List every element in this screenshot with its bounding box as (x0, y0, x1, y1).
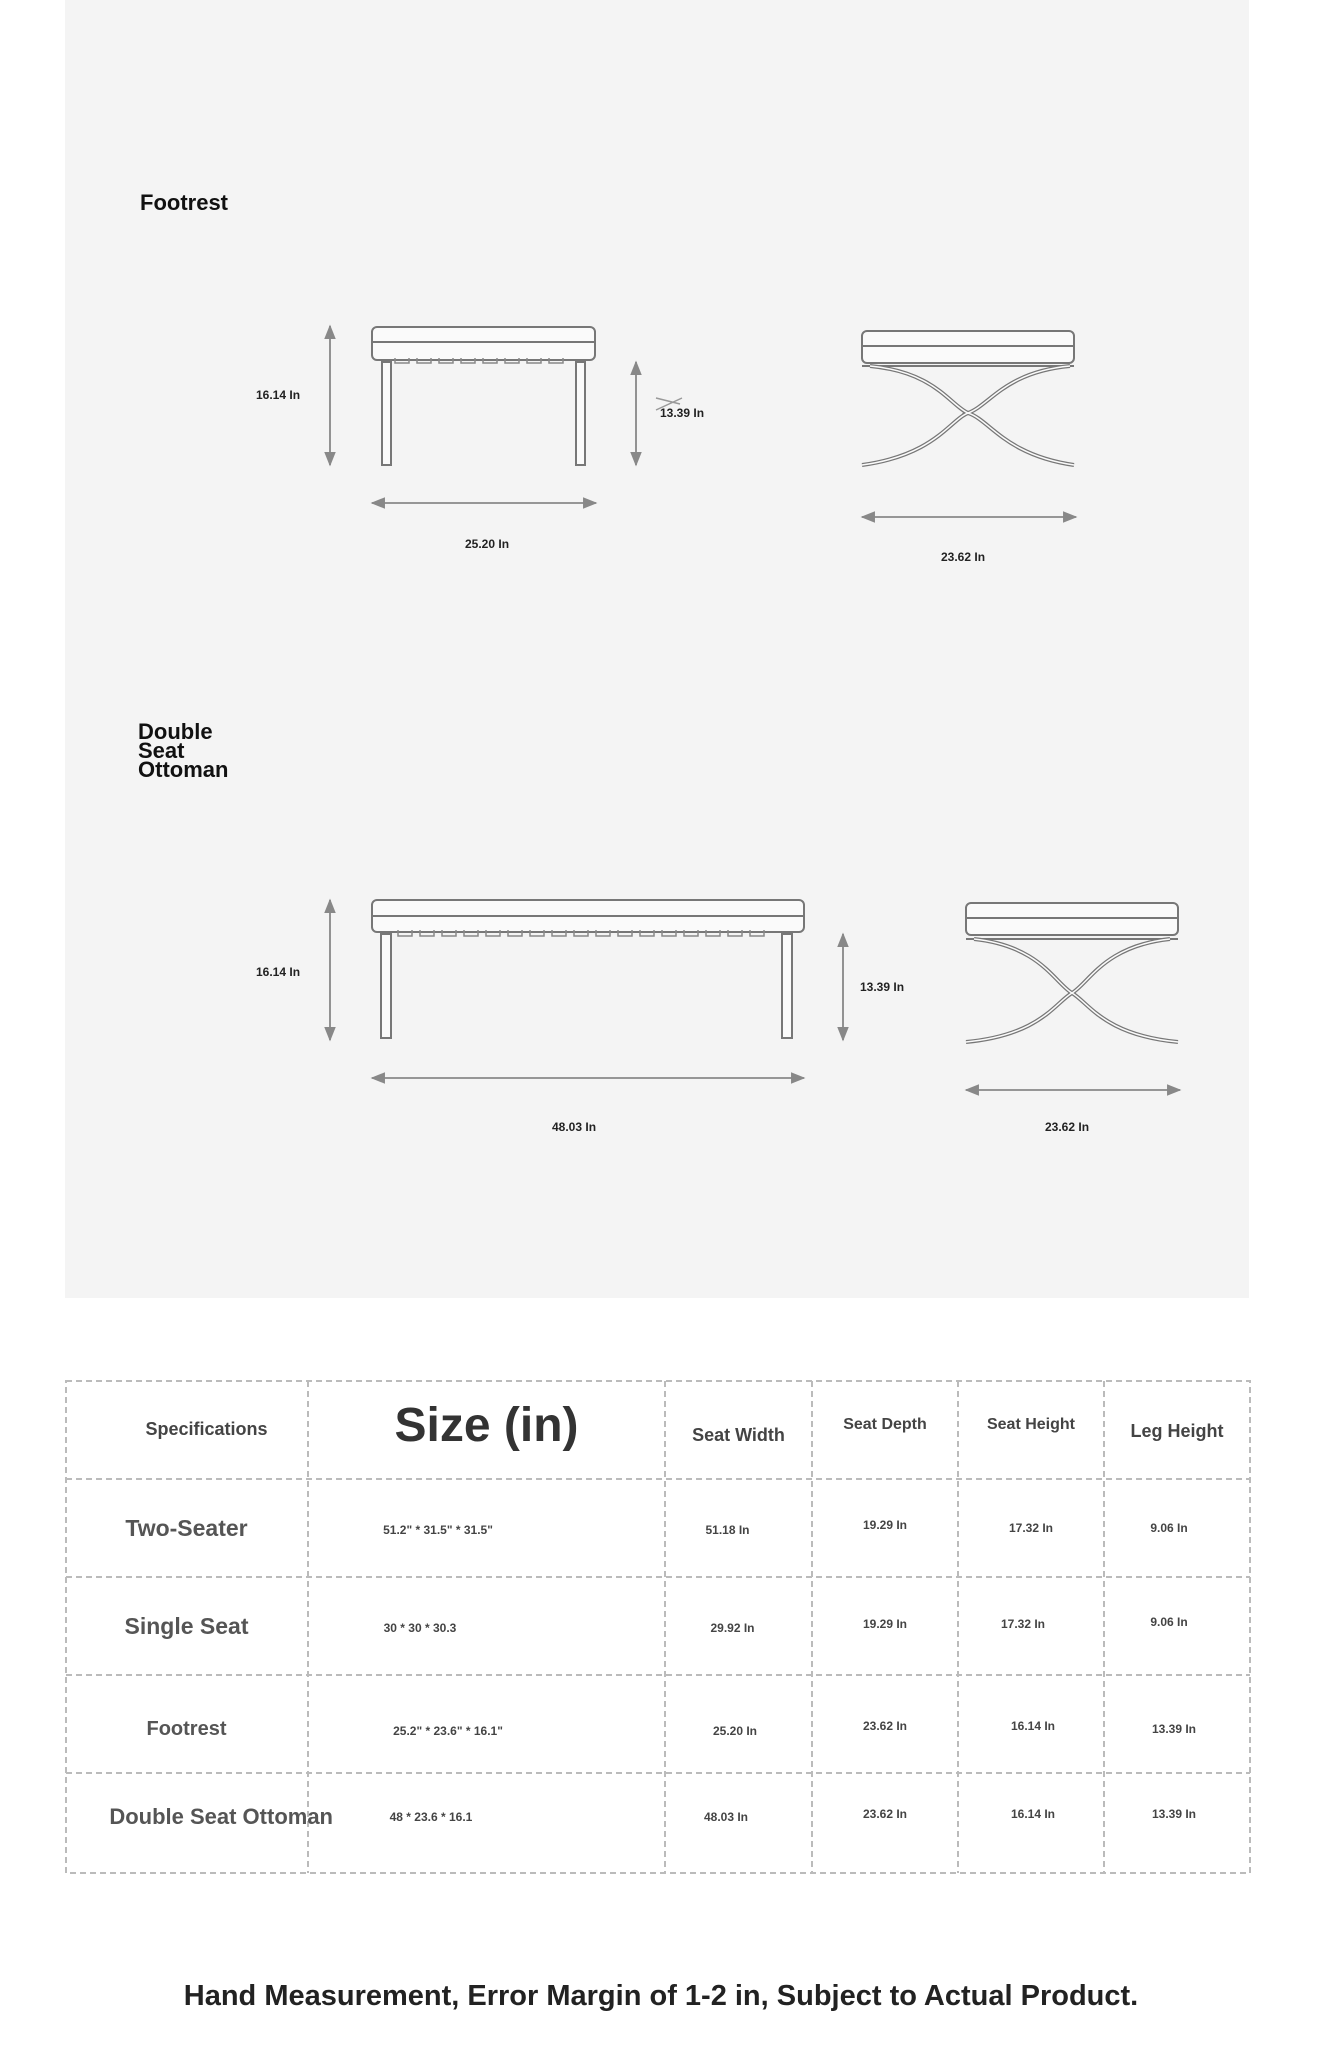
footrest-front-view (372, 327, 595, 465)
footrest-title: Footrest (140, 190, 228, 215)
row-label-single-seat: Single Seat (124, 1612, 249, 1639)
row-seat-depth: 23.62 In (862, 1807, 908, 1821)
footrest-depth-label: 23.62 In (941, 550, 986, 564)
row-size: 30 * 30 * 30.3 (383, 1621, 457, 1635)
row-seat-width: 25.20 In (712, 1724, 758, 1738)
row-seat-width: 51.18 In (705, 1523, 750, 1537)
footrest-height-label: 16.14 In (256, 388, 301, 402)
footrest-length-label: 25.20 In (465, 537, 510, 551)
row-seat-depth: 23.62 In (862, 1719, 908, 1733)
row-seat-depth: 19.29 In (862, 1518, 908, 1532)
header-seat-depth: Seat Depth (843, 1416, 927, 1433)
row-seat-height: 16.14 In (1010, 1719, 1056, 1733)
ottoman-title: Double Seat Ottoman (138, 719, 229, 782)
measurement-disclaimer: Hand Measurement, Error Margin of 1-2 in, Subject to Actual Product. (183, 1980, 1139, 2012)
row-label-footrest: Footrest (146, 1717, 227, 1740)
header-seat-width: Seat Width (692, 1425, 785, 1445)
row-size: 51.2" * 31.5" * 31.5" (383, 1523, 493, 1537)
header-specifications: Specifications (145, 1419, 268, 1439)
footrest-side-view (862, 331, 1074, 465)
specifications-table (65, 1380, 1251, 1874)
footrest-leg-height-label: 13.39 In (660, 406, 705, 420)
ottoman-front-view (372, 900, 804, 1038)
row-leg-height: 9.06 In (1150, 1615, 1188, 1629)
row-size: 25.2" * 23.6" * 16.1" (393, 1724, 503, 1738)
row-seat-depth: 19.29 In (862, 1617, 908, 1631)
ottoman-leg-height-label: 13.39 In (860, 980, 905, 994)
row-size: 48 * 23.6 * 16.1 (389, 1810, 473, 1824)
header-size: Size (in) (394, 1398, 579, 1452)
row-seat-height: 17.32 In (1008, 1521, 1054, 1535)
row-leg-height: 13.39 In (1151, 1807, 1197, 1821)
row-seat-height: 17.32 In (1000, 1617, 1046, 1631)
ottoman-height-label: 16.14 In (256, 965, 301, 979)
row-seat-width: 29.92 In (710, 1621, 755, 1635)
ottoman-depth-label: 23.62 In (1045, 1120, 1090, 1134)
header-seat-height: Seat Height (986, 1416, 1075, 1433)
row-leg-height: 9.06 In (1150, 1521, 1188, 1535)
header-leg-height: Leg Height (1130, 1420, 1224, 1441)
row-seat-height: 16.14 In (1010, 1807, 1056, 1821)
row-leg-height: 13.39 In (1151, 1722, 1197, 1736)
row-label-double-seat-ottoman: Double Seat Ottoman (109, 1804, 333, 1829)
ottoman-side-view (966, 903, 1178, 1042)
row-label-two-seater: Two-Seater (125, 1514, 248, 1541)
ottoman-length-label: 48.03 In (552, 1120, 597, 1134)
row-seat-width: 48.03 In (703, 1810, 749, 1824)
